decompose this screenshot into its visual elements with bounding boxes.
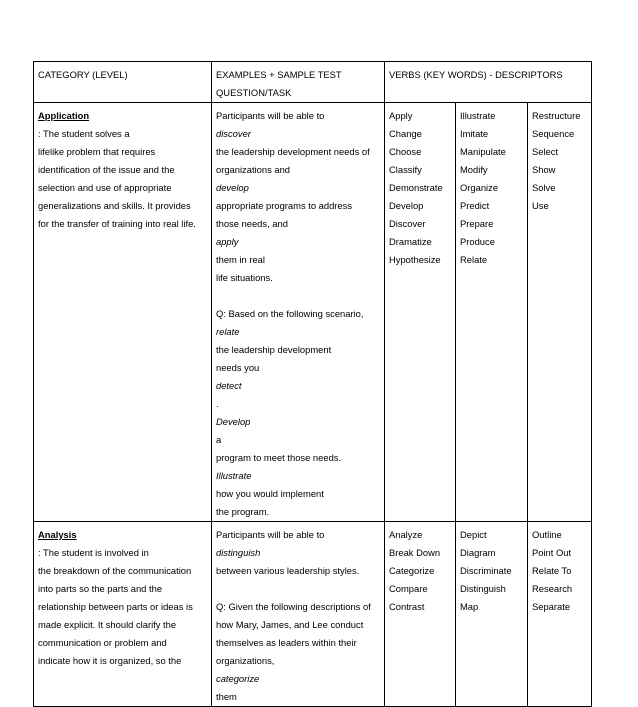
verb-item: Compare — [389, 583, 428, 594]
analysis-line-2: the breakdown of the communication — [38, 565, 192, 576]
text: a — [216, 434, 222, 445]
verb-item: Manipulate — [460, 146, 506, 157]
verb-item: Select — [532, 146, 559, 157]
verb-item: Demonstrate — [389, 182, 443, 193]
analysis-line-1 — [38, 526, 207, 562]
verb-item: Produce — [460, 236, 495, 247]
header-verbs — [385, 62, 592, 103]
verb-item: Restructure — [532, 110, 581, 121]
verb-emphasis: relate — [216, 326, 240, 337]
application-ex-line: Q: Based on the following scenario, — [216, 308, 364, 319]
verb-item: Show — [532, 164, 556, 175]
verb-emphasis: detect — [216, 380, 242, 391]
header-row — [34, 62, 592, 103]
text: the leadership development — [216, 344, 332, 355]
application-ex-line: appropriate programs to address — [216, 200, 353, 211]
verb-item: Hypothesize — [389, 254, 441, 265]
application-ex-line: life situations. — [216, 272, 273, 283]
analysis-ex-line: themselves as leaders within their — [216, 637, 357, 648]
application-examples — [212, 103, 385, 522]
analysis-line-5: made explicit. It should clarify the — [38, 619, 177, 630]
application-ex-line: program to meet those needs. — [216, 452, 342, 463]
verb-emphasis: Illustrate — [216, 470, 252, 481]
header-examples-line2: QUESTION/TASK — [216, 87, 292, 98]
verb-item: Break Down — [389, 547, 441, 558]
analysis-examples — [212, 522, 385, 707]
header-examples-line1: EXAMPLES + SAMPLE TEST — [216, 69, 342, 80]
text: . — [216, 398, 219, 409]
analysis-ex-line: Q: Given the following descriptions of — [216, 601, 371, 612]
header-category-text: CATEGORY (LEVEL) — [38, 69, 128, 80]
verb-item: Apply — [389, 110, 413, 121]
verb-item: Depict — [460, 529, 487, 540]
analysis-ex-line: between various leadership styles. — [216, 565, 360, 576]
analysis-line-6: communication or problem and — [38, 637, 167, 648]
header-category — [34, 62, 212, 103]
verb-item: Use — [532, 200, 549, 211]
verb-emphasis: apply — [216, 236, 239, 247]
verb-item: Prepare — [460, 218, 494, 229]
analysis-ex-line — [216, 526, 380, 562]
analysis-ex-line — [216, 652, 380, 706]
verb-item: Diagram — [460, 547, 496, 558]
application-ex-line: the leadership development needs of — [216, 146, 370, 157]
application-verbs-col1 — [385, 103, 456, 522]
verb-emphasis: categorize — [216, 673, 260, 684]
verb-item: Imitate — [460, 128, 489, 139]
analysis-desc-text: : The student is involved in — [38, 547, 149, 558]
header-examples — [212, 62, 385, 103]
text: needs you — [216, 362, 260, 373]
analysis-line-3: into parts so the parts and the — [38, 583, 163, 594]
verb-item: Predict — [460, 200, 490, 211]
application-ex-line — [216, 161, 380, 197]
taxonomy-table — [33, 61, 592, 707]
verb-item: Analyze — [389, 529, 423, 540]
application-ex-line — [216, 215, 380, 269]
application-line-4: selection and use of appropriate — [38, 182, 172, 193]
text: organizations, — [216, 655, 275, 666]
application-ex-line — [216, 359, 380, 449]
verb-item: Map — [460, 601, 479, 612]
application-ex-line — [216, 107, 380, 143]
application-verbs-col3 — [528, 103, 592, 522]
application-line-6: for the transfer of training into real life. — [38, 218, 196, 229]
application-desc-text: : The student solves a — [38, 128, 130, 139]
application-verbs-col2 — [456, 103, 528, 522]
text: organizations and — [216, 164, 291, 175]
analysis-ex-line: how Mary, James, and Lee conduct — [216, 619, 364, 630]
analysis-verbs-col2 — [456, 522, 528, 707]
application-description — [34, 103, 212, 522]
verb-item: Outline — [532, 529, 562, 540]
verb-emphasis: Develop — [216, 416, 251, 427]
verb-item: Categorize — [389, 565, 435, 576]
verb-item: Distinguish — [460, 583, 506, 594]
verb-emphasis: distinguish — [216, 547, 261, 558]
verb-emphasis: discover — [216, 128, 251, 139]
verb-item: Develop — [389, 200, 424, 211]
blank-line — [216, 287, 380, 305]
verb-item: Discriminate — [460, 565, 512, 576]
verb-item: Contrast — [389, 601, 425, 612]
text: those needs, and — [216, 218, 288, 229]
analysis-line-7: indicate how it is organized, so the — [38, 655, 182, 666]
application-row — [34, 103, 592, 522]
verb-item: Change — [389, 128, 422, 139]
application-category-label: Application — [38, 110, 90, 121]
analysis-row — [34, 522, 592, 707]
analysis-verbs-col1 — [385, 522, 456, 707]
verb-item: Sequence — [532, 128, 575, 139]
analysis-line-4: relationship between parts or ideas is — [38, 601, 193, 612]
blank-line — [216, 580, 380, 598]
verb-item: Research — [532, 583, 573, 594]
application-line-3: identification of the issue and the — [38, 164, 175, 175]
application-ex-line: the program. — [216, 506, 270, 517]
verb-item: Relate — [460, 254, 488, 265]
verb-item: Relate To — [532, 565, 572, 576]
application-ex-line — [216, 323, 380, 359]
verb-item: Solve — [532, 182, 556, 193]
text: Participants will be able to — [216, 110, 325, 121]
text: Participants will be able to — [216, 529, 325, 540]
application-line-5: generalizations and skills. It provides — [38, 200, 191, 211]
verb-item: Choose — [389, 146, 422, 157]
analysis-category-label: Analysis — [38, 529, 77, 540]
analysis-verbs-col3 — [528, 522, 592, 707]
text: them in real — [216, 254, 265, 265]
text: them — [216, 691, 237, 702]
verb-item: Separate — [532, 601, 571, 612]
verb-item: Illustrate — [460, 110, 496, 121]
verb-item: Classify — [389, 164, 422, 175]
analysis-description — [34, 522, 212, 707]
verb-item: Modify — [460, 164, 488, 175]
verb-item: Dramatize — [389, 236, 432, 247]
application-line-1 — [38, 107, 207, 143]
header-verbs-text: VERBS (KEY WORDS) - DESCRIPTORS — [389, 69, 563, 80]
verb-item: Discover — [389, 218, 426, 229]
verb-item: Point Out — [532, 547, 572, 558]
application-line-2: lifelike problem that requires — [38, 146, 156, 157]
application-ex-line — [216, 467, 380, 503]
text: how you would implement — [216, 488, 324, 499]
verb-emphasis: develop — [216, 182, 249, 193]
verb-item: Organize — [460, 182, 499, 193]
